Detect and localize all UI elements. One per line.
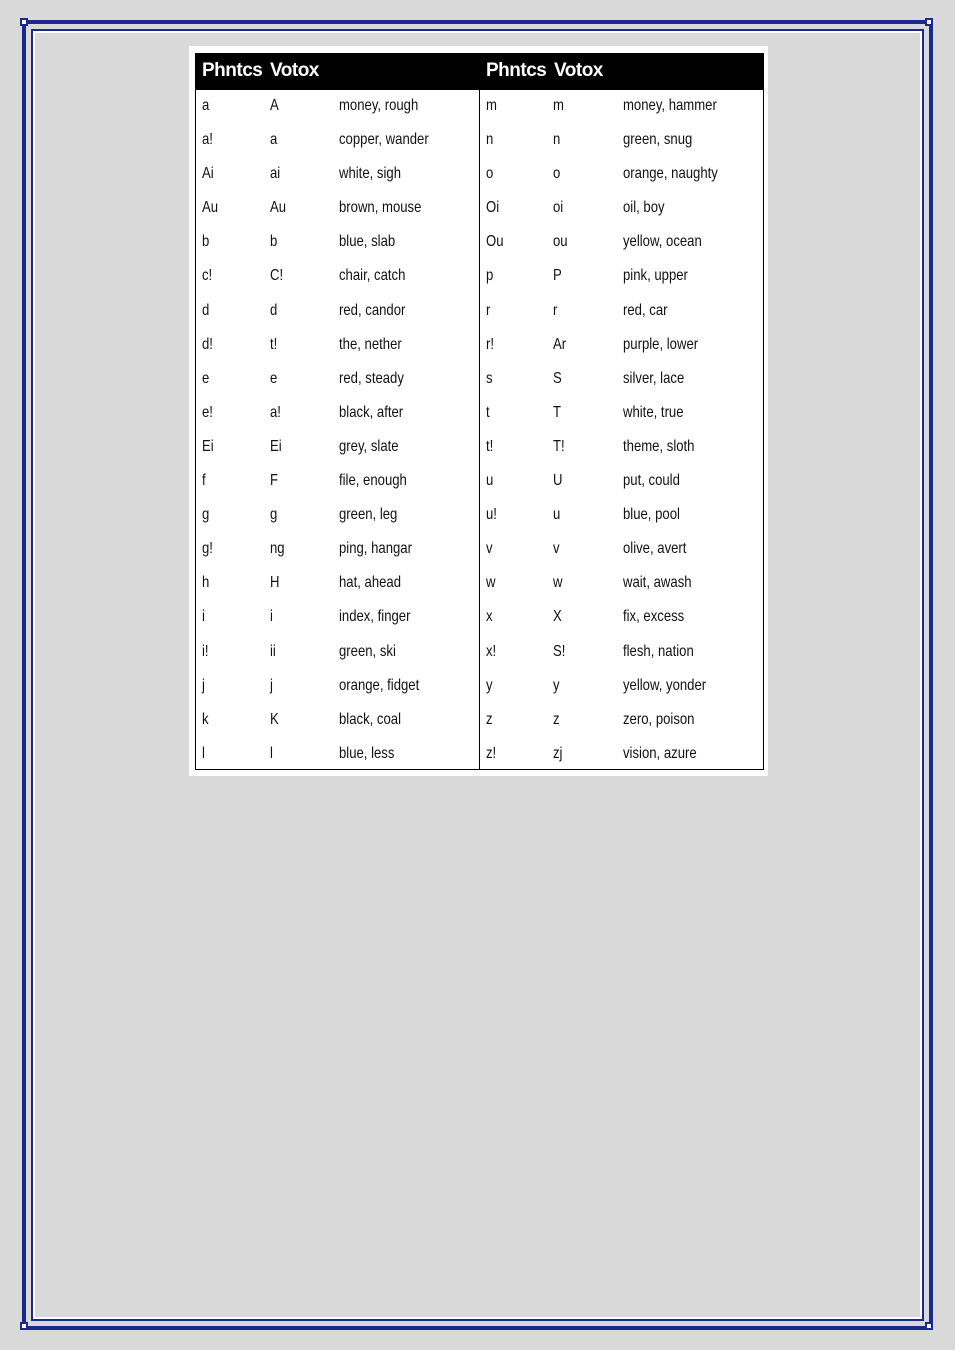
cell-phntcs-left: g xyxy=(202,506,210,524)
table-row xyxy=(196,738,763,772)
cell-example-right: olive, avert xyxy=(623,540,687,558)
phonetics-table xyxy=(195,53,764,770)
cell-votox-left: H xyxy=(270,574,280,592)
cell-phntcs-left: d xyxy=(202,301,210,319)
cell-phntcs-right: n xyxy=(486,131,494,149)
cell-phntcs-right: u! xyxy=(486,506,497,524)
cell-votox-left: l xyxy=(270,744,273,762)
cell-example-left: ping, hangar xyxy=(339,540,412,558)
cell-votox-left: Ei xyxy=(270,437,282,455)
cell-example-left: grey, slate xyxy=(339,437,399,455)
cell-phntcs-left: i xyxy=(202,608,205,626)
phonetics-table-card xyxy=(189,46,768,776)
cell-phntcs-left: d! xyxy=(202,335,213,353)
cell-phntcs-right: z! xyxy=(486,744,497,762)
cell-votox-right: n xyxy=(553,131,561,149)
table-row xyxy=(196,704,763,738)
table-row xyxy=(196,397,763,431)
cell-votox-right: z xyxy=(553,710,560,728)
cell-votox-left: C! xyxy=(270,267,284,285)
corner-ornament xyxy=(20,1322,28,1330)
cell-example-right: wait, awash xyxy=(623,574,692,592)
cell-example-left: green, leg xyxy=(339,506,398,524)
cell-phntcs-right: x! xyxy=(486,642,497,660)
cell-example-left: white, sigh xyxy=(339,165,401,183)
cell-votox-left: b xyxy=(270,233,278,251)
cell-example-left: index, finger xyxy=(339,608,411,626)
table-row xyxy=(196,226,763,260)
header-phntcs-right: Phntcs xyxy=(486,60,547,81)
cell-phntcs-right: Oi xyxy=(486,199,500,217)
corner-ornament xyxy=(925,18,933,26)
table-row xyxy=(196,295,763,329)
corner-ornament xyxy=(925,1322,933,1330)
cell-phntcs-left: Ei xyxy=(202,437,214,455)
table-row xyxy=(196,329,763,363)
cell-example-right: white, true xyxy=(623,403,684,421)
table-header xyxy=(196,54,763,90)
cell-phntcs-left: Ai xyxy=(202,165,214,183)
header-phntcs-left: Phntcs xyxy=(202,60,263,81)
cell-votox-right: y xyxy=(553,676,560,694)
cell-votox-right: ou xyxy=(553,233,568,251)
cell-phntcs-left: Au xyxy=(202,199,219,217)
cell-votox-right: S! xyxy=(553,642,566,660)
cell-votox-left: ii xyxy=(270,642,276,660)
table-row xyxy=(196,533,763,567)
cell-phntcs-right: o xyxy=(486,165,494,183)
cell-example-left: money, rough xyxy=(339,97,419,114)
cell-phntcs-left: c! xyxy=(202,267,213,285)
cell-votox-left: g xyxy=(270,506,278,524)
header-votox-left: Votox xyxy=(270,60,319,81)
table-row xyxy=(196,670,763,704)
cell-phntcs-right: t! xyxy=(486,437,494,455)
cell-example-right: silver, lace xyxy=(623,369,685,387)
cell-votox-left: j xyxy=(270,676,273,694)
cell-votox-right: U xyxy=(553,472,563,490)
table-row xyxy=(196,636,763,670)
cell-votox-left: e xyxy=(270,369,278,387)
cell-example-left: file, enough xyxy=(339,472,407,490)
cell-votox-right: m xyxy=(553,97,564,114)
cell-votox-right: X xyxy=(553,608,562,626)
cell-phntcs-right: x xyxy=(486,608,493,626)
cell-votox-right: w xyxy=(553,574,563,592)
cell-phntcs-right: w xyxy=(486,574,496,592)
table-row xyxy=(196,90,763,124)
cell-votox-right: u xyxy=(553,506,561,524)
cell-example-right: oil, boy xyxy=(623,199,665,217)
cell-example-left: blue, less xyxy=(339,744,395,762)
cell-votox-right: T! xyxy=(553,437,565,455)
cell-example-left: blue, slab xyxy=(339,233,396,251)
table-row xyxy=(196,567,763,601)
cell-votox-left: K xyxy=(270,710,279,728)
cell-example-right: yellow, ocean xyxy=(623,233,702,251)
cell-example-right: vision, azure xyxy=(623,744,697,762)
table-row xyxy=(196,465,763,499)
cell-example-left: red, candor xyxy=(339,301,406,319)
header-votox-right: Votox xyxy=(554,60,603,81)
cell-phntcs-right: z xyxy=(486,710,493,728)
cell-example-right: flesh, nation xyxy=(623,642,694,660)
cell-phntcs-right: u xyxy=(486,472,494,490)
cell-example-left: green, ski xyxy=(339,642,396,660)
cell-phntcs-right: s xyxy=(486,369,493,387)
table-row xyxy=(196,601,763,635)
cell-votox-right: zj xyxy=(553,744,563,762)
cell-phntcs-left: e xyxy=(202,369,210,387)
cell-example-left: black, after xyxy=(339,403,404,421)
table-row xyxy=(196,499,763,533)
table-row xyxy=(196,124,763,158)
cell-votox-right: r xyxy=(553,301,558,319)
cell-phntcs-left: f xyxy=(202,472,206,490)
cell-phntcs-left: i! xyxy=(202,642,209,660)
cell-phntcs-right: p xyxy=(486,267,494,285)
cell-phntcs-right: y xyxy=(486,676,493,694)
cell-example-left: brown, mouse xyxy=(339,199,422,217)
cell-example-left: hat, ahead xyxy=(339,574,402,592)
cell-votox-left: a! xyxy=(270,403,281,421)
cell-votox-right: Ar xyxy=(553,335,567,353)
cell-votox-left: A xyxy=(270,97,279,114)
table-row xyxy=(196,260,763,294)
cell-phntcs-right: t xyxy=(486,403,490,421)
cell-phntcs-left: e! xyxy=(202,403,213,421)
cell-votox-right: S xyxy=(553,369,562,387)
cell-example-right: red, car xyxy=(623,301,668,319)
cell-example-left: black, coal xyxy=(339,710,401,728)
table-row xyxy=(196,192,763,226)
cell-votox-left: Au xyxy=(270,199,287,217)
cell-votox-right: oi xyxy=(553,199,564,217)
cell-phntcs-left: j xyxy=(202,676,205,694)
cell-votox-right: v xyxy=(553,540,560,558)
cell-phntcs-left: b xyxy=(202,233,210,251)
cell-example-right: yellow, yonder xyxy=(623,676,707,694)
cell-votox-left: i xyxy=(270,608,273,626)
cell-example-right: money, hammer xyxy=(623,97,717,114)
table-row xyxy=(196,158,763,192)
cell-phntcs-right: m xyxy=(486,97,497,114)
cell-votox-left: d xyxy=(270,301,278,319)
cell-example-right: green, snug xyxy=(623,131,693,149)
cell-phntcs-left: l xyxy=(202,744,205,762)
cell-example-right: purple, lower xyxy=(623,335,699,353)
cell-example-right: pink, upper xyxy=(623,267,688,285)
cell-phntcs-left: a! xyxy=(202,131,213,149)
cell-example-left: the, nether xyxy=(339,335,402,353)
cell-example-right: blue, pool xyxy=(623,506,680,524)
cell-votox-right: P xyxy=(553,267,562,285)
cell-example-left: red, steady xyxy=(339,369,404,387)
cell-votox-left: a xyxy=(270,131,278,149)
cell-example-right: fix, excess xyxy=(623,608,685,626)
cell-phntcs-left: g! xyxy=(202,540,213,558)
cell-phntcs-right: v xyxy=(486,540,493,558)
cell-votox-left: ai xyxy=(270,165,281,183)
table-body xyxy=(196,90,763,772)
cell-example-right: zero, poison xyxy=(623,710,695,728)
cell-phntcs-left: k xyxy=(202,710,209,728)
cell-votox-left: t! xyxy=(270,335,278,353)
cell-votox-left: ng xyxy=(270,540,285,558)
cell-example-right: put, could xyxy=(623,472,680,490)
cell-phntcs-left: a xyxy=(202,97,210,114)
corner-ornament xyxy=(20,18,28,26)
cell-phntcs-left: h xyxy=(202,574,210,592)
cell-example-right: theme, sloth xyxy=(623,437,695,455)
cell-votox-right: o xyxy=(553,165,561,183)
cell-phntcs-right: Ou xyxy=(486,233,504,251)
cell-phntcs-right: r xyxy=(486,301,491,319)
table-row xyxy=(196,431,763,465)
cell-example-left: chair, catch xyxy=(339,267,406,285)
cell-example-right: orange, naughty xyxy=(623,165,718,183)
cell-example-left: orange, fidget xyxy=(339,676,420,694)
table-row xyxy=(196,363,763,397)
cell-votox-left: F xyxy=(270,472,279,490)
cell-phntcs-right: r! xyxy=(486,335,495,353)
cell-example-left: copper, wander xyxy=(339,131,429,149)
cell-votox-right: T xyxy=(553,403,562,421)
